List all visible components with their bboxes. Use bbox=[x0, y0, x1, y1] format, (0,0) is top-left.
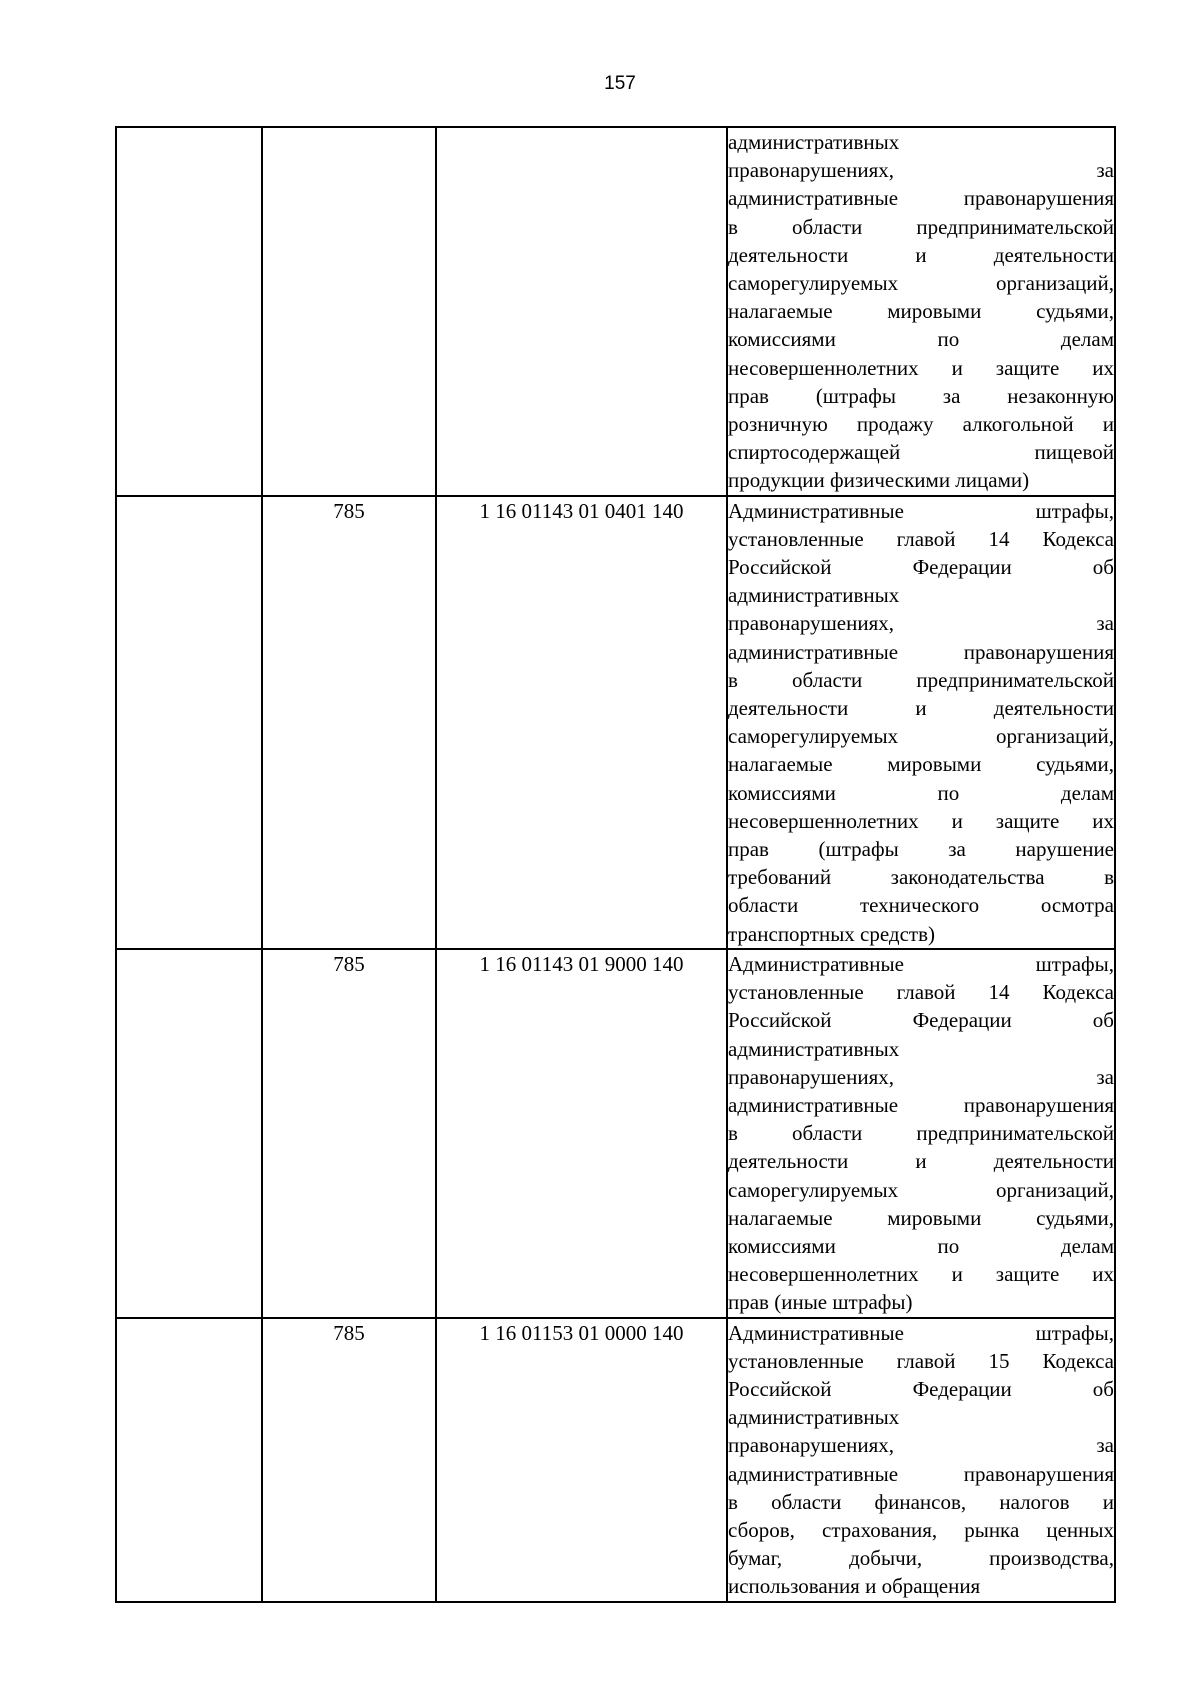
revenue-name-line: в области финансов, налогов и bbox=[728, 1489, 1114, 1514]
row-number-cell bbox=[116, 127, 262, 496]
revenue-name-line: в области предпринимательской bbox=[728, 667, 1114, 692]
revenue-name-line: прав (штрафы за нарушение bbox=[728, 837, 1114, 862]
revenue-name-line: правонарушениях, за bbox=[728, 1064, 1114, 1089]
revenue-name-line: комиссиями по делам bbox=[728, 1233, 1114, 1258]
revenue-name-line: продукции физическими лицами) bbox=[728, 468, 1030, 493]
table-row bbox=[116, 949, 1115, 1318]
revenue-name-cell bbox=[727, 1318, 1115, 1602]
revenue-name-line: комиссиями по делам bbox=[728, 780, 1114, 805]
revenue-name-line: Административные штрафы, bbox=[728, 951, 1114, 976]
revenue-name-line: Российской Федерации об bbox=[728, 555, 1114, 580]
administrator-code-cell: 785 bbox=[262, 949, 436, 1318]
revenue-name-line: сборов, страхования, рынка ценных bbox=[728, 1517, 1114, 1542]
revenue-name-line: розничную продажу алкогольной и bbox=[728, 412, 1114, 437]
revenue-name-line: административных bbox=[728, 583, 900, 608]
revenue-name-line: административных bbox=[728, 1405, 900, 1430]
revenue-name-line: прав (штрафы за незаконную bbox=[728, 383, 1114, 408]
row-number-cell bbox=[116, 949, 262, 1318]
revenue-name-line: деятельности и деятельности bbox=[728, 1149, 1114, 1174]
revenue-name-line: спиртосодержащей пищевой bbox=[728, 440, 1114, 465]
revenue-name-line: административные правонарушения bbox=[728, 1092, 1114, 1117]
revenue-name-line: правонарушениях, за bbox=[728, 158, 1114, 183]
revenue-name-line: саморегулируемых организаций, bbox=[728, 724, 1114, 749]
revenue-name-line: установленные главой 14 Кодекса bbox=[728, 526, 1114, 551]
revenue-name-line: Российской Федерации об bbox=[728, 1376, 1114, 1401]
revenue-name-line: несовершеннолетних и защите их bbox=[728, 355, 1114, 380]
kbk-code-cell: 1 16 01143 01 9000 140 bbox=[436, 949, 727, 1318]
revenue-name-line: бумаг, добычи, производства, bbox=[728, 1546, 1114, 1571]
revenue-name-line: деятельности и деятельности bbox=[728, 696, 1114, 721]
revenue-name-line: административные правонарушения bbox=[728, 1461, 1114, 1486]
revenue-name-line: прав (иные штрафы) bbox=[728, 1290, 913, 1315]
revenue-name-line: несовершеннолетних и защите их bbox=[728, 808, 1114, 833]
budget-classification-table bbox=[115, 126, 1116, 1603]
revenue-name-cell bbox=[727, 127, 1115, 496]
table-row bbox=[116, 496, 1115, 949]
revenue-name-line: установленные главой 15 Кодекса bbox=[728, 1348, 1114, 1373]
table-row bbox=[116, 127, 1115, 496]
revenue-name-cell bbox=[727, 496, 1115, 949]
revenue-name-line: правонарушениях, за bbox=[728, 611, 1114, 636]
revenue-name-line: административные правонарушения bbox=[728, 186, 1114, 211]
revenue-name-line: налагаемые мировыми судьями, bbox=[728, 299, 1114, 324]
revenue-name-line: в области предпринимательской bbox=[728, 1121, 1114, 1146]
revenue-name-line: Административные штрафы, bbox=[728, 1320, 1114, 1345]
revenue-name-line: административные правонарушения bbox=[728, 639, 1114, 664]
revenue-name-line: правонарушениях, за bbox=[728, 1433, 1114, 1458]
revenue-name-line: налагаемые мировыми судьями, bbox=[728, 752, 1114, 777]
revenue-name-line: требований законодательства в bbox=[728, 865, 1114, 890]
table-row bbox=[116, 1318, 1115, 1602]
row-number-cell bbox=[116, 1318, 262, 1602]
revenue-name-line: деятельности и деятельности bbox=[728, 242, 1114, 267]
revenue-name-line: комиссиями по делам bbox=[728, 327, 1114, 352]
revenue-name-line: в области предпринимательской bbox=[728, 214, 1114, 239]
kbk-code-cell bbox=[436, 127, 727, 496]
administrator-code-cell bbox=[262, 127, 436, 496]
kbk-code-cell: 1 16 01153 01 0000 140 bbox=[436, 1318, 727, 1602]
row-number-cell bbox=[116, 496, 262, 949]
revenue-name-line: саморегулируемых организаций, bbox=[728, 271, 1114, 296]
administrator-code-cell: 785 bbox=[262, 496, 436, 949]
revenue-name-line: транспортных средств) bbox=[728, 921, 936, 946]
revenue-name-line: административных bbox=[728, 130, 900, 154]
revenue-name-line: Российской Федерации об bbox=[728, 1008, 1114, 1033]
revenue-name-cell bbox=[727, 949, 1115, 1318]
page-number: 157 bbox=[604, 73, 636, 94]
revenue-name-line: административных bbox=[728, 1036, 900, 1061]
revenue-name-line: Административные штрафы, bbox=[728, 498, 1114, 523]
revenue-name-line: налагаемые мировыми судьями, bbox=[728, 1205, 1114, 1230]
revenue-name-line: несовершеннолетних и защите их bbox=[728, 1262, 1114, 1287]
revenue-name-line: установленные главой 14 Кодекса bbox=[728, 980, 1114, 1005]
administrator-code-cell: 785 bbox=[262, 1318, 436, 1602]
kbk-code-cell: 1 16 01143 01 0401 140 bbox=[436, 496, 727, 949]
revenue-name-line: области технического осмотра bbox=[728, 893, 1114, 918]
revenue-name-line: саморегулируемых организаций, bbox=[728, 1177, 1114, 1202]
revenue-name-line: использования и обращения bbox=[728, 1574, 981, 1599]
